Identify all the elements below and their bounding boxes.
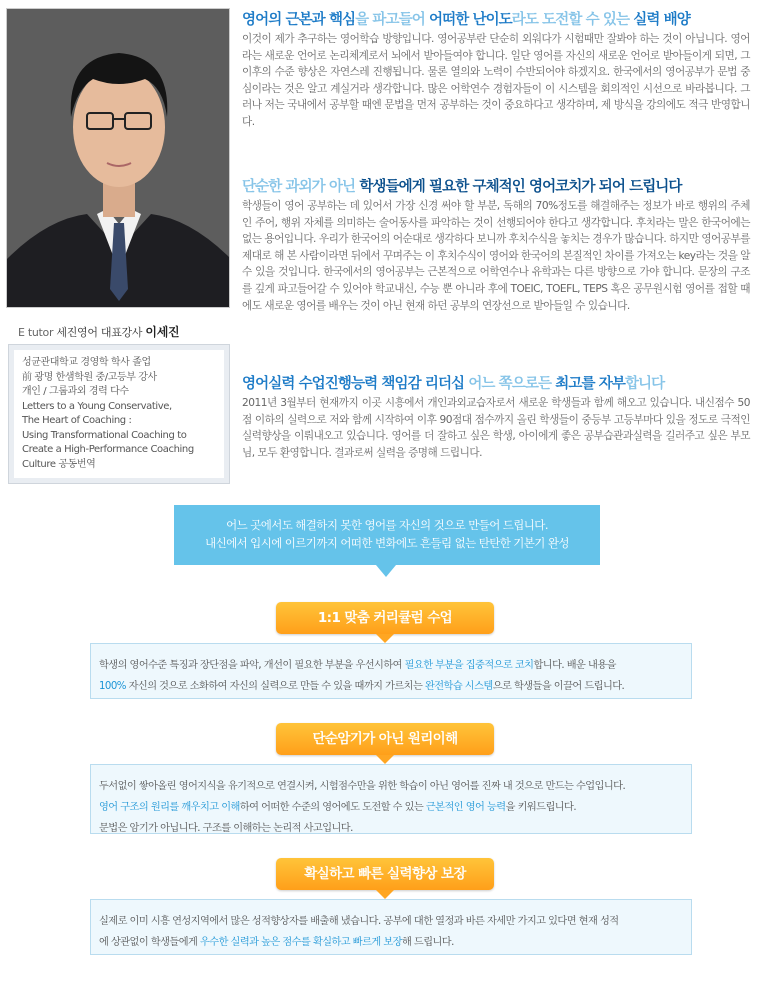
text-run: 해 드립니다. <box>401 937 454 948</box>
tutor-label <box>18 323 179 340</box>
feature-line <box>99 776 681 797</box>
bio-line: Using Transformational Coaching to <box>22 429 187 441</box>
title-part: 실력 배양 <box>633 12 690 28</box>
text-run: 실제로 이미 시흥 연성지역에서 많은 성적향상자를 배출해 냈습니다. 공부에 대한 열정과 바른 자세만 가지고 있다면 현재 성적 <box>99 916 619 927</box>
title-part: 단순한 과외가 아닌 <box>242 179 360 195</box>
section-body: 2011년 3월부터 현재까지 이곳 시흥에서 개인과외교습자로서 새로운 학생들과 함께 해오고 있습니다. 내신점수 50점 이하의 실력으로 저와 함께 시작하여 이후 90점대 점수까지 올린 학생들이 중등부 고등부마다 있을 정도로 극적인 실력향상을 이뤄내오고 있습니다. 영어를 더 잘하고 싶은 학생, 아이에게 좋은 공부습관과실력을 길러주고 싶은 부모님, 모두 환영합니다. 결과로써 실력을 증명해 드립니다. <box>242 397 750 459</box>
title-part: 최고를 자부 <box>555 376 625 392</box>
label-prefix: E tutor <box>18 326 54 339</box>
section-title <box>242 374 750 394</box>
title-part: 합니다 <box>624 376 665 392</box>
label-role: 세진영어 대표강사 <box>56 326 143 339</box>
tutor-photo <box>6 8 230 308</box>
feature-line <box>99 655 681 676</box>
section-body: 학생들이 영어 공부하는 데 있어서 가장 신경 써야 할 부분, 독해의 70%정도를 해결해주는 정보가 바로 행위의 주체인 주어, 행위 자체를 의미하는 술어동사를 파악하는 것이 선행되어야 한다고 생각합니다. 후치라는 말은 한국어에는 없는 용어입니다. 우리가 한국어의 어순대로 생각하다 보니까 후치수식을 놓치는 경우가 많습니다. 하지만 영어공부를 제대로 해 본 사람이라면 뒤에서 꾸며주는 이 후치수식이 영어와 한국어의 본질적인 차이를 가져오는 key라는 것을 알 수 있을 것입니다. 한국에서의 영어공부는 근본적으로 어학연수나 유학과는 다른 방향으로 가야 합니다. 문장의 구조를 깊게 파고들어갈 수 있어야 학교내신, 수능 뿐 아니라 후에 TOEIC, TOEFL, TEPS 혹은 공무원시험 영어를 접할 때에도 새로운 영어를 배우는 것이 아닌 현재 하던 공부의 연장선으로 받아들일 수 있습니다. <box>242 200 750 312</box>
feature-title-understanding: 단순암기가 아닌 원리이해 <box>276 723 494 755</box>
pill-arrow-icon <box>376 634 394 643</box>
title-part: 영어의 근본과 핵심 <box>242 12 356 28</box>
feature-line <box>99 818 681 839</box>
bio-line: Create a High-Performance Coaching <box>22 444 194 455</box>
title-part: 어떠한 난이도 <box>429 12 512 28</box>
pill-arrow-icon <box>376 755 394 764</box>
section-body: 이것이 제가 추구하는 영어학습 방향입니다. 영어공부란 단순히 외워다가 시험때만 잘봐야 하는 것이 아닙니다. 영어라는 새로운 언어로 논리체계로서 뇌에서 받아들여야 합니다. 일단 영어를 자신의 새로운 언어로 받아들이게 되면, 그 이후의 수준 향상은 자연스레 진행됩니다. 물론 열의와 노력이 수반되어야 하겠지요. 한국에서의 영어공부가 문법 중심이라는 것은 알고 계실거라 생각합니다. 많은 어학연수 경험자들이 이 시스템을 회의적인 시선으로 바라봅니다. 그러나 저는 국내에서 공부할 때엔 문법을 먼저 공부하는 것이 중요하다고 생각하며, 제 방식을 강의에도 적극 반영합니다. <box>242 33 750 128</box>
section-coaching <box>242 177 750 314</box>
highlight-text: 우수한 실력과 높은 점수를 확실하고 빠르게 보장 <box>199 937 402 948</box>
highlight-text: 필요한 부분을 집중적으로 코치 <box>404 660 534 671</box>
feature-box-guarantee <box>90 899 692 955</box>
bio-line: Letters to a Young Conservative, <box>22 400 172 412</box>
feature-line <box>99 797 681 818</box>
text-run: 을 키워드립니다. <box>505 802 577 813</box>
highlight-text: 완전학습 시스템 <box>424 681 493 692</box>
text-run: 으로 학생들을 이끌어 드립니다. <box>492 681 625 692</box>
text-run: 자신의 것으로 소화하여 자신의 실력으로 만들 수 있을 때까지 가르치는 <box>125 681 425 692</box>
bio-line: 前 광명 한샘학원 중/고등부 강사 <box>22 371 157 383</box>
banner-line: 어느 곳에서도 해결하지 못한 영어를 자신의 것으로 만들어 드립니다. <box>226 518 548 532</box>
section-pride <box>242 374 750 461</box>
feature-box-curriculum <box>90 643 692 699</box>
highlight-text: 100% <box>99 681 126 692</box>
bio-line: 성균관대학교 경영학 학사 졸업 <box>22 357 151 368</box>
bio-line: Culture 공동번역 <box>22 458 96 470</box>
section-philosophy <box>242 10 750 131</box>
title-part: 어느 쪽으로든 <box>468 376 556 392</box>
feature-line <box>99 932 681 953</box>
feature-title-guarantee: 확실하고 빠른 실력향상 보장 <box>276 858 494 890</box>
title-part: 을 파고들어 <box>355 12 429 28</box>
title-part: 라도 도전할 수 있는 <box>511 12 634 28</box>
feature-title-curriculum: 1:1 맞춤 커리큘럼 수업 <box>276 602 494 634</box>
bio-box <box>8 344 230 484</box>
title-part: 학생들에게 필요한 구체적인 영어코치가 되어 드립니다 <box>359 179 682 195</box>
text-run: 학생의 영어수준 특징과 장단점을 파악, 개선이 필요한 부분을 우선시하여 <box>99 660 405 671</box>
text-run: 하여 어떠한 수준의 영어에도 도전할 수 있는 <box>239 802 426 813</box>
feature-box-understanding <box>90 764 692 834</box>
title-part: 영어실력 수업진행능력 책임감 리더십 <box>242 376 469 392</box>
bio-line: The Heart of Coaching : <box>22 415 132 426</box>
section-title <box>242 10 750 30</box>
feature-line <box>99 676 681 697</box>
tutor-name: 이세진 <box>145 325 180 339</box>
banner-arrow-icon <box>376 565 396 577</box>
text-run: 문법은 암기가 아닙니다. 구조를 이해하는 논리적 사고입니다. <box>99 823 353 834</box>
section-title <box>242 177 750 197</box>
pill-arrow-icon <box>376 890 394 899</box>
feature-line <box>99 911 681 932</box>
bio-line: 개인 / 그룹과외 경력 다수 <box>22 386 129 397</box>
highlight-text: 영어 구조의 원리를 깨우치고 이해 <box>99 802 240 813</box>
text-run: 에 상관없이 학생들에게 <box>99 937 200 948</box>
text-run: 합니다. 배운 내용을 <box>533 660 616 671</box>
banner-line: 내신에서 입시에 이르기까지 어떠한 변화에도 흔들림 없는 탄탄한 기본기 완성 <box>205 536 569 550</box>
text-run: 두서없이 쌓아올린 영어지식을 유기적으로 연결시켜, 시험점수만을 위한 학습이 아닌 영어를 진짜 내 것으로 만드는 수업입니다. <box>99 781 626 792</box>
promise-banner <box>174 505 600 565</box>
highlight-text: 근본적인 영어 능력 <box>425 802 506 813</box>
